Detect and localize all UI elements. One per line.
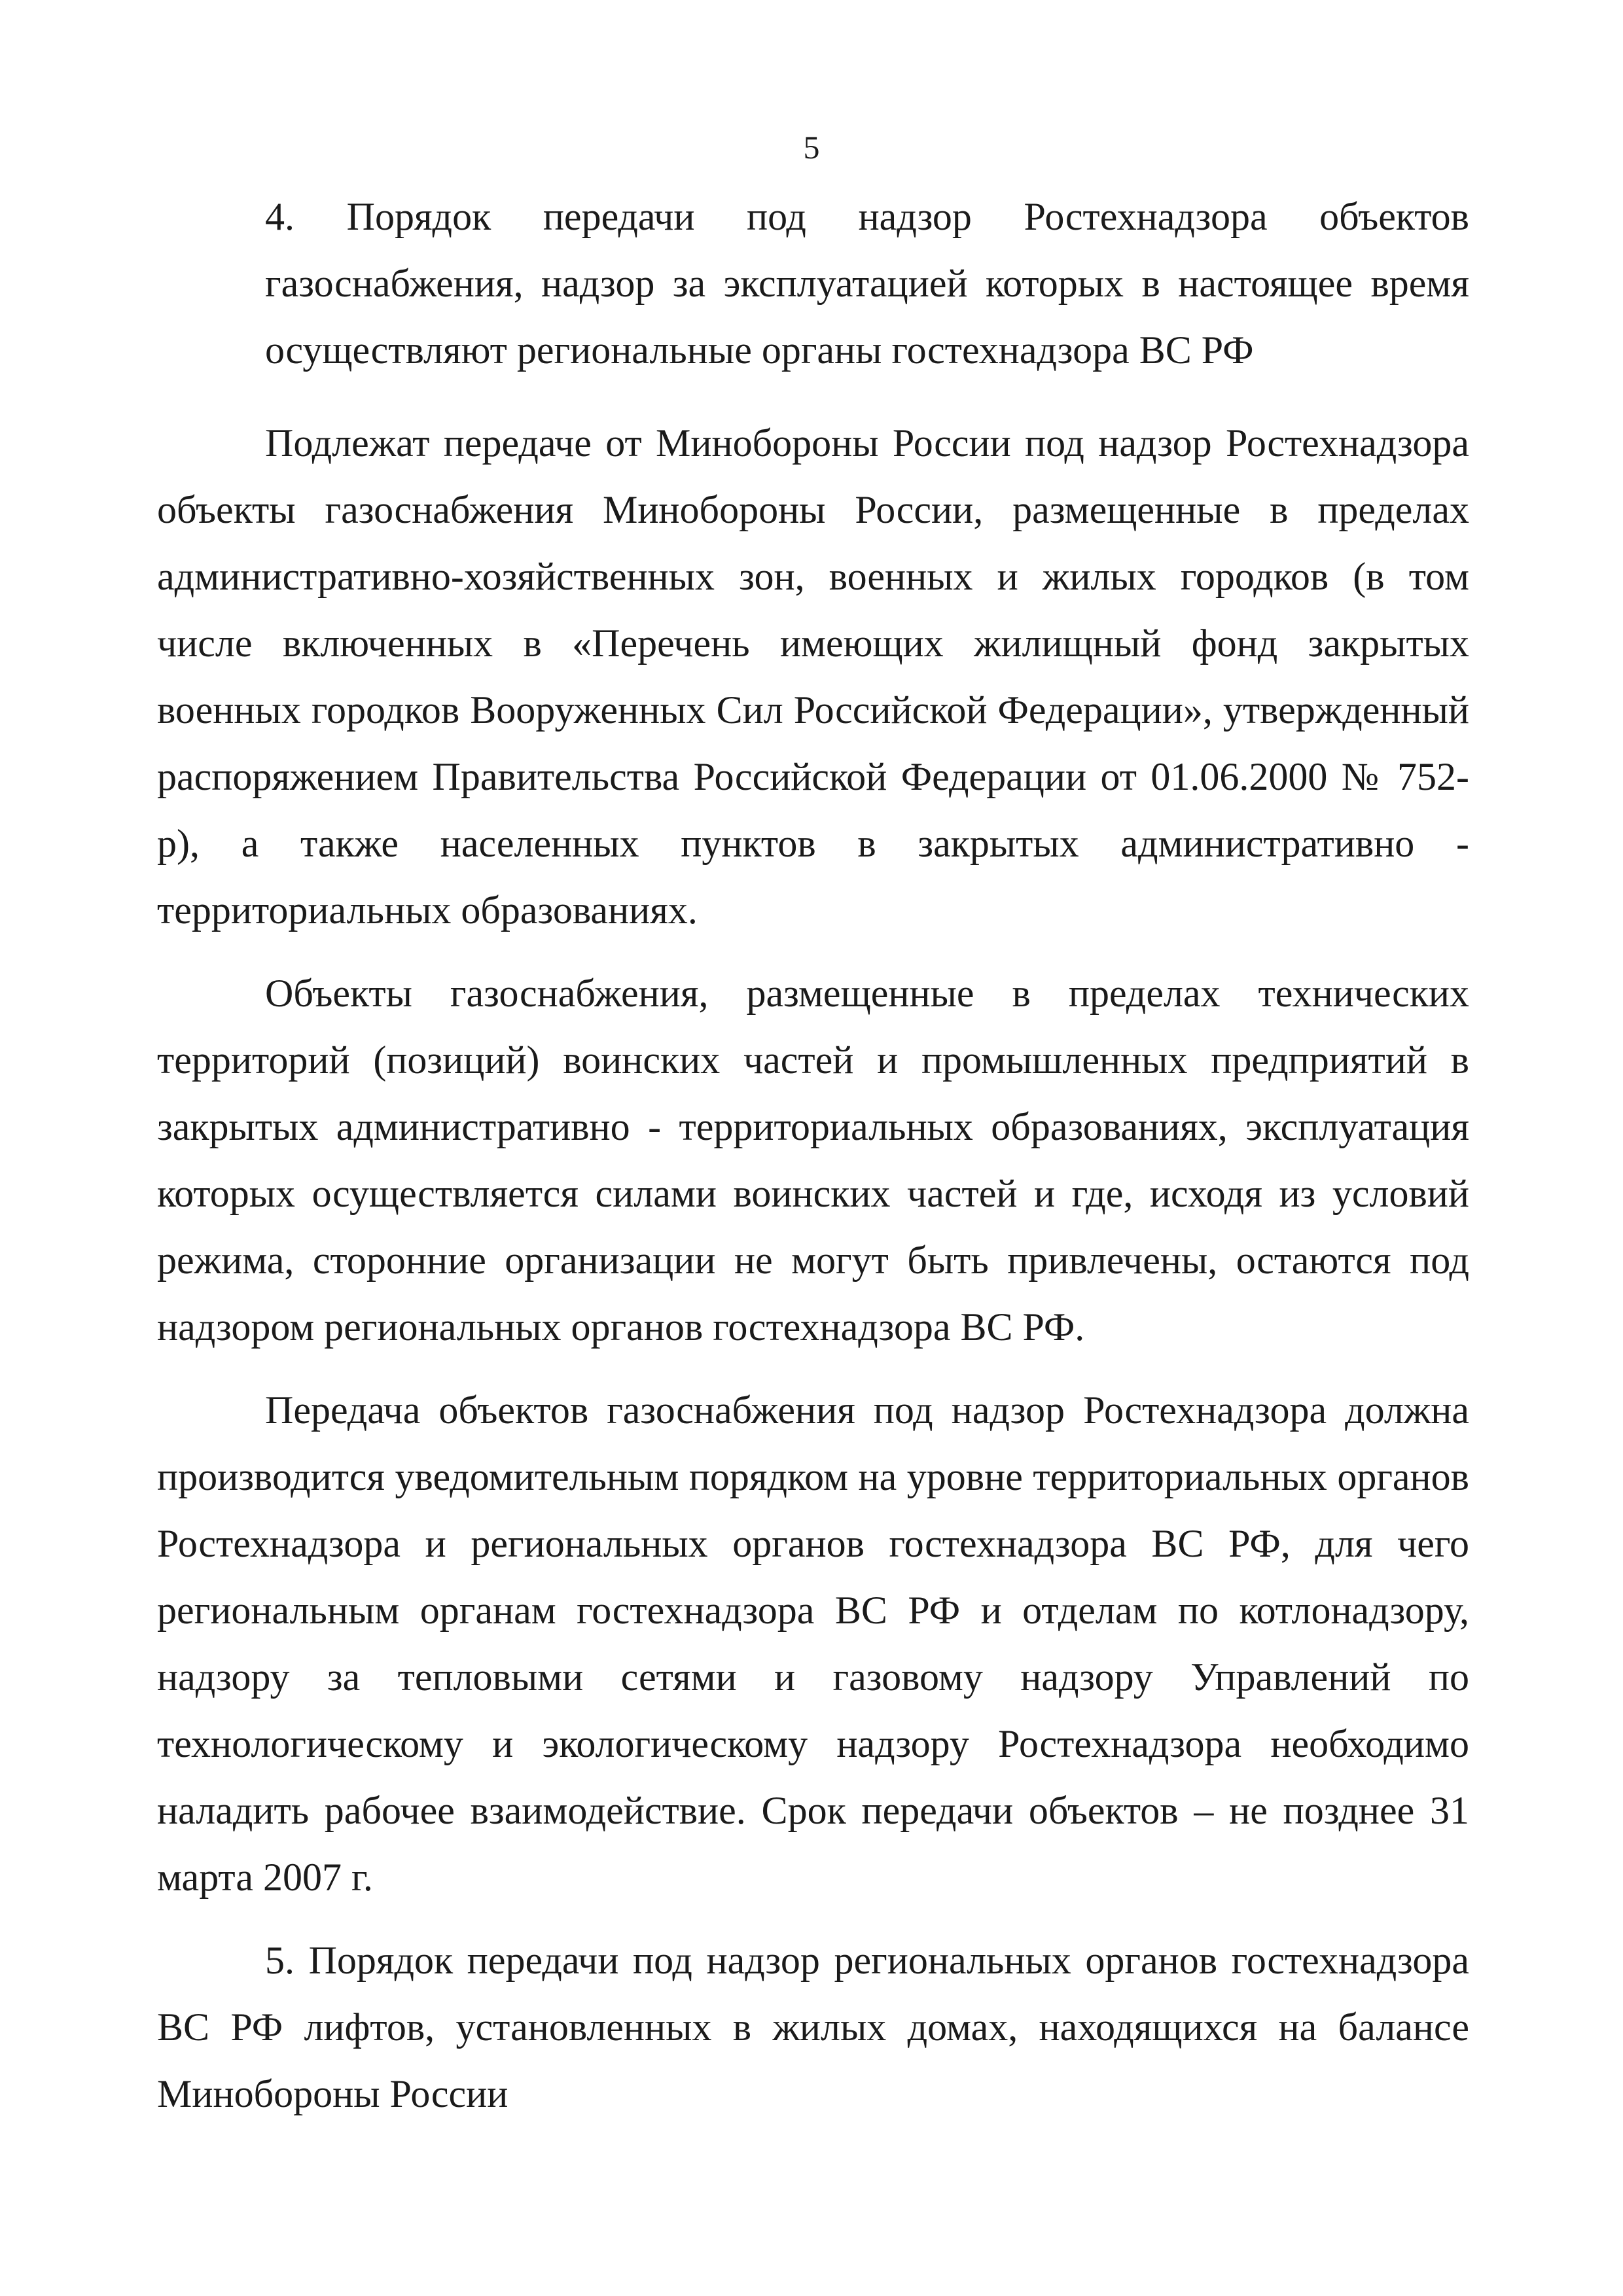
section-4-heading: 4. Порядок передачи под надзор Ростехнадзора объектов газоснабжения, надзор за эксплуатацией которых в настоящее время осуществляют региональные органы гостехнадзора ВС РФ	[265, 195, 1469, 372]
paragraph-transfer-procedure: Передача объектов газоснабжения под надзор Ростехнадзора должна производится уведомительным порядком на уровне территориальных органов Ростехнадзора и региональных органов гостехнадзора ВС РФ, для чего региональным органам гостехнадзора ВС РФ и отделам по котлонадзору, надзору за тепловыми сетями и газовому надзору Управлений по технологическому и экологическому надзору Ростехнадзора необходимо наладить рабочее взаимодействие. Срок передачи объектов – не позднее 31 марта 2007 г.	[157, 1388, 1469, 1899]
paragraph-objects-remaining: Объекты газоснабжения, размещенные в пределах технических территорий (позиций) воинских частей и промышленных предприятий в закрытых административно - территориальных образованиях, эксплуатация которых осуществляется силами воинских частей и где, исходя из условий режима, сторонние организации не могут быть привлечены, остаются под надзором региональных органов гостехнадзора ВС РФ.	[157, 972, 1469, 1349]
section-5-heading: 5. Порядок передачи под надзор региональных органов гостехнадзора ВС РФ лифтов, установленных в жилых домах, находящихся на балансе Минобороны России	[157, 1939, 1469, 2115]
document-body	[157, 183, 1469, 2127]
page-number: 5	[803, 129, 820, 166]
paragraph-objects-transfer: Подлежат передаче от Минобороны России под надзор Ростехнадзора объекты газоснабжения Минобороны России, размещенные в пределах административно-хозяйственных зон, военных и жилых городков (в том числе включенных в «Перечень имеющих жилищный фонд закрытых военных городков Вооруженных Сил Российской Федерации», утвержденный распоряжением Правительства Российской Федерации от 01.06.2000 № 752-р), а также населенных пунктов в закрытых административно - территориальных образованиях.	[157, 421, 1469, 932]
